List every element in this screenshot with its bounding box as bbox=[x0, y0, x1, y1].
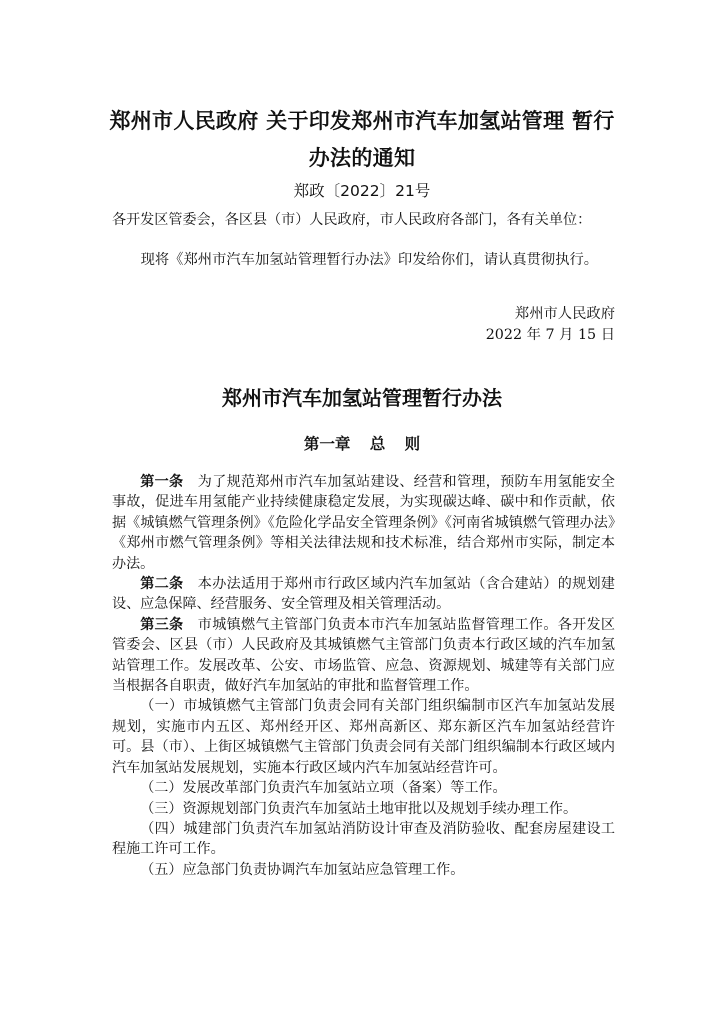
document-number: 郑政〔2022〕21号 bbox=[293, 182, 431, 200]
article-text: 市城镇燃气主管部门负责本市汽车加氢站监督管理工作。各开发区管委会、区县（市）人民政府及其城镇燃气主管部门负责本行政区域的汽车加氢站管理工作。发展改革、公安、市场监管、应急、资源规划、城建等有关部门应当根据各自职责，做好汽车加氢站的审批和监督管理工作。 bbox=[112, 616, 616, 695]
article-3-item-5: （五）应急部门负责协调汽车加氢站应急管理工作。 bbox=[140, 861, 465, 878]
article-label: 第二条 bbox=[140, 576, 184, 593]
article-3-item-2: （二）发展改革部门负责汽车加氢站立项（备案）等工作。 bbox=[140, 780, 507, 797]
notice-title: 郑州市人民政府 关于印发郑州市汽车加氢站管理 暂行办法的通知 bbox=[109, 109, 615, 170]
notice-body: 现将《郑州市汽车加氢站管理暂行办法》印发给你们，请认真贯彻执行。 bbox=[140, 252, 599, 268]
article-2 bbox=[112, 574, 615, 615]
article-label: 第一条 bbox=[140, 474, 184, 490]
article-text: 本办法适用于郑州市行政区域内汽车加氢站（含合建站）的规划建设、应急保障、经营服务、安全管理及相关管理活动。 bbox=[112, 576, 616, 613]
regulation-title: 郑州市汽车加氢站管理暂行办法 bbox=[222, 386, 502, 410]
article-3-item-1: （一）市城镇燃气主管部门负责会同有关部门组织编制市区汽车加氢站发展规划，实施市内五区、郑州经开区、郑州高新区、郑东新区汽车加氢站经营许可。县（市）、上街区城镇燃气主管部门负责会同有关部门组织编制本行政区域内汽车加氢站发展规划，实施本行政区域内汽车加氢站经营许可。 bbox=[112, 698, 615, 776]
regulation-body bbox=[112, 472, 615, 880]
article-label: 第三条 bbox=[140, 616, 184, 633]
chapter-heading: 第一章 总 则 bbox=[303, 435, 421, 453]
article-3-item-3: （三）资源规划部门负责汽车加氢站土地审批以及规划手续办理工作。 bbox=[140, 800, 578, 817]
article-text: 为了规范郑州市汽车加氢站建设、经营和管理，预防车用氢能安全事故，促进车用氢能产业持续健康稳定发展，为实现碳达峰、碳中和作贡献，依据《城镇燃气管理条例》《危险化学品安全管理条例》《河南省城镇燃气管理办法》《郑州市燃气管理条例》等相关法律法规和技术标准，结合郑州市实际，制定本办法。 bbox=[112, 474, 616, 572]
article-1 bbox=[112, 472, 615, 574]
article-3-item-4: （四）城建部门负责汽车加氢站消防设计审查及消防验收、配套房屋建设工程施工许可工作。 bbox=[112, 820, 615, 858]
article-3 bbox=[112, 615, 615, 697]
notice-recipients: 各开发区管委会，各区县（市）人民政府，市人民政府各部门，各有关单位： bbox=[112, 212, 592, 228]
issuer-signature: 郑州市人民政府 bbox=[514, 306, 615, 322]
issue-date: 2022 年 7 月 15 日 bbox=[485, 327, 615, 343]
